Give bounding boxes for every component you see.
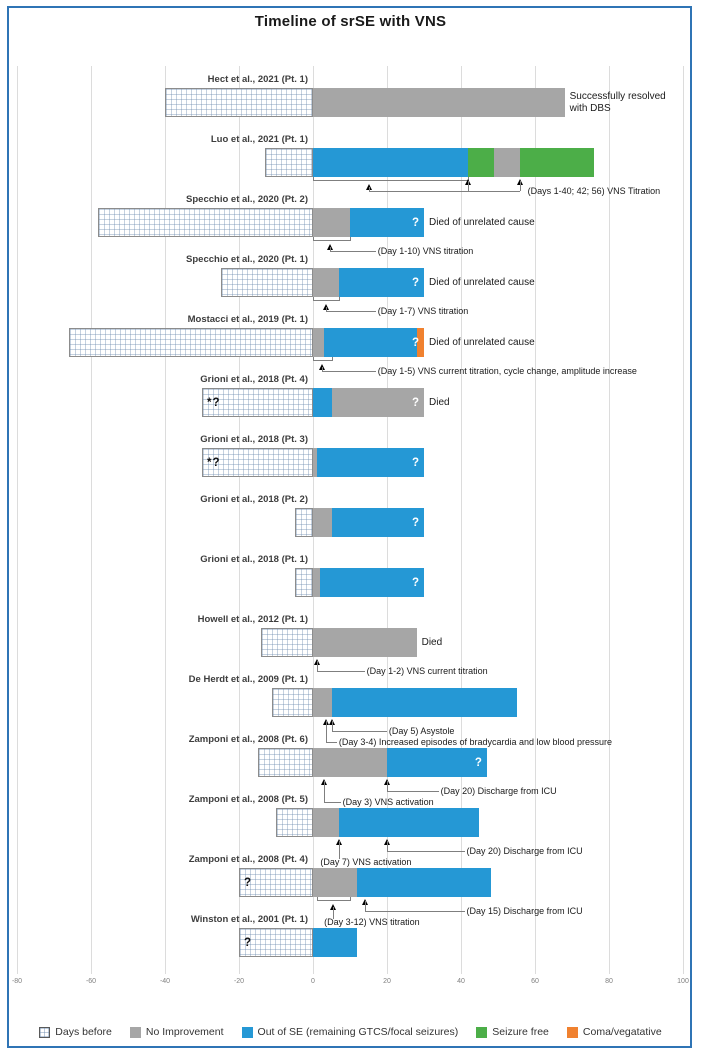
segment-no_improvement <box>313 808 339 837</box>
annotation-bracket-line <box>313 300 339 301</box>
segment-no_improvement <box>313 508 332 537</box>
gridline <box>535 66 536 974</box>
x-tick-label: -20 <box>233 978 245 985</box>
legend-item-coma_vegatative <box>567 1026 662 1038</box>
bar-end-text: Died <box>429 396 450 408</box>
annotation-leader-line <box>387 791 439 792</box>
segment-out_of_se <box>313 928 357 957</box>
segment-no_improvement <box>313 208 350 237</box>
row-label: Zamponi et al., 2008 (Pt. 4) <box>188 854 308 865</box>
legend <box>0 1026 701 1038</box>
row-label: De Herdt et al., 2009 (Pt. 1) <box>188 674 308 685</box>
annotation-bracket-tick <box>313 177 314 181</box>
segment-out_of_se <box>317 448 424 477</box>
x-tick-label: 100 <box>677 978 689 985</box>
annotation-leader-line <box>324 802 341 803</box>
legend-label: Days before <box>55 1026 112 1038</box>
annotation-stem-line <box>324 781 325 802</box>
annotation-text: (Day 7) VNS activation <box>320 857 412 867</box>
segment-no_improvement <box>313 328 324 357</box>
bar-end-text: Died of unrelated cause <box>429 276 535 288</box>
row-label: Zamponi et al., 2008 (Pt. 5) <box>188 794 308 805</box>
segment-out_of_se <box>332 688 517 717</box>
legend-item-days_before <box>39 1026 112 1038</box>
legend-swatch-coma_vegatative <box>567 1027 578 1038</box>
segment-out_of_se <box>320 568 424 597</box>
segment-no_improvement <box>313 688 332 717</box>
annotation-stem-line <box>332 721 333 731</box>
segment-seizure_free <box>468 148 494 177</box>
segment-out_of_se <box>313 148 468 177</box>
legend-item-no_improvement <box>130 1026 224 1038</box>
segment-days_before <box>202 388 313 417</box>
x-tick-label: 80 <box>605 978 613 985</box>
annotation-text: (Day 20) Discharge from ICU <box>440 786 557 796</box>
x-tick-label: -60 <box>85 978 97 985</box>
annotation-stem-line <box>468 181 469 191</box>
annotation-text: (Day 1-5) VNS current titration, cycle change, amplitude increase <box>377 366 637 376</box>
annotation-bracket-line <box>313 360 332 361</box>
legend-label: Seizure free <box>492 1026 549 1038</box>
segment-no_improvement <box>313 568 320 597</box>
chart-title: Timeline of srSE with VNS <box>254 13 447 30</box>
annotation-bracket-line <box>313 180 468 181</box>
uncertainty-mark: ? <box>411 576 419 589</box>
legend-item-out_of_se <box>242 1026 459 1038</box>
x-tick-label: 0 <box>311 978 315 985</box>
segment-days_before <box>239 928 313 957</box>
annotation-leader-line <box>369 191 521 192</box>
segment-out_of_se <box>313 388 332 417</box>
segment-days_before <box>258 748 314 777</box>
annotation-leader-line <box>317 671 365 672</box>
uncertainty-mark: ? <box>244 876 253 889</box>
legend-swatch-days_before <box>39 1027 50 1038</box>
annotation-text: (Day 1-2) VNS current titration <box>366 666 488 676</box>
annotation-stem-line <box>520 181 521 191</box>
uncertainty-mark: ? <box>411 276 419 289</box>
x-tick-label: -40 <box>159 978 171 985</box>
annotation-leader-line <box>322 371 376 372</box>
segment-out_of_se <box>339 268 424 297</box>
uncertainty-mark: *? <box>207 396 221 409</box>
segment-no_improvement <box>494 148 520 177</box>
x-tick-label: 40 <box>457 978 465 985</box>
segment-days_before <box>202 448 313 477</box>
bar-end-text: Died <box>421 636 443 648</box>
row-label: Grioni et al., 2018 (Pt. 2) <box>200 494 308 505</box>
annotation-bracket-tick <box>350 897 351 901</box>
annotation-stem-line <box>387 841 388 851</box>
segment-out_of_se <box>339 808 480 837</box>
x-tick-label: 60 <box>531 978 539 985</box>
annotation-bracket-tick <box>317 897 318 901</box>
segment-no_improvement <box>313 88 565 117</box>
row-label: Zamponi et al., 2008 (Pt. 6) <box>188 734 308 745</box>
annotation-text: (Days 1-40; 42; 56) VNS Titration <box>527 186 661 196</box>
segment-out_of_se <box>387 748 487 777</box>
row-label: Specchio et al., 2020 (Pt. 1) <box>186 254 308 265</box>
legend-swatch-seizure_free <box>476 1027 487 1038</box>
segment-days_before <box>221 268 314 297</box>
annotation-leader-line <box>365 911 465 912</box>
bar-end-text: Died of unrelated cause <box>429 216 535 228</box>
annotation-bracket-tick <box>332 357 333 361</box>
segment-out_of_se <box>357 868 490 897</box>
uncertainty-mark: ? <box>411 456 419 469</box>
annotation-text: (Day 3-4) Increased episodes of bradycardia and low blood pressure <box>338 737 613 747</box>
row-label: Grioni et al., 2018 (Pt. 4) <box>200 374 308 385</box>
x-tick-label: 20 <box>383 978 391 985</box>
segment-no_improvement <box>313 268 339 297</box>
annotation-text: (Day 20) Discharge from ICU <box>466 846 583 856</box>
segment-no_improvement <box>313 628 417 657</box>
segment-no_improvement <box>313 868 357 897</box>
annotation-stem-line <box>387 781 388 791</box>
uncertainty-mark: ? <box>411 516 419 529</box>
segment-out_of_se <box>324 328 417 357</box>
segment-days_before <box>165 88 313 117</box>
segment-seizure_free <box>520 148 594 177</box>
annotation-stem-line <box>317 661 318 671</box>
legend-swatch-no_improvement <box>130 1027 141 1038</box>
segment-days_before <box>265 148 313 177</box>
segment-days_before <box>98 208 313 237</box>
row-label: Grioni et al., 2018 (Pt. 1) <box>200 554 308 565</box>
x-tick-label: -80 <box>11 978 23 985</box>
annotation-bracket-tick <box>313 297 314 301</box>
annotation-text: (Day 5) Asystole <box>388 726 455 736</box>
segment-no_improvement <box>313 748 387 777</box>
segment-out_of_se <box>332 508 425 537</box>
annotation-text: (Day 15) Discharge from ICU <box>466 906 583 916</box>
segment-days_before <box>295 568 314 597</box>
annotation-leader-line <box>387 851 465 852</box>
row-label: Mostacci et al., 2019 (Pt. 1) <box>187 314 308 325</box>
segment-out_of_se <box>350 208 424 237</box>
segment-no_improvement <box>332 388 425 417</box>
legend-label: No Improvement <box>145 1026 224 1038</box>
gridline <box>609 66 610 974</box>
legend-swatch-out_of_se <box>242 1027 253 1038</box>
legend-label: Out of SE (remaining GTCS/focal seizures) <box>257 1026 459 1038</box>
annotation-leader-line <box>326 742 337 743</box>
uncertainty-mark: ? <box>411 396 419 409</box>
gridline <box>461 66 462 974</box>
annotation-leader-line <box>330 251 376 252</box>
gridline <box>683 66 684 974</box>
annotation-stem-line <box>339 841 340 859</box>
row-label: Winston et al., 2001 (Pt. 1) <box>190 914 308 925</box>
legend-label: Coma/vegatative <box>582 1026 662 1038</box>
row-label: Specchio et al., 2020 (Pt. 2) <box>186 194 308 205</box>
segment-days_before <box>272 688 313 717</box>
annotation-leader-line <box>332 731 388 732</box>
annotation-text: (Day 3) VNS activation <box>342 797 434 807</box>
segment-days_before <box>295 508 314 537</box>
annotation-stem-line <box>365 901 366 911</box>
row-label: Howell et al., 2012 (Pt. 1) <box>197 614 308 625</box>
segment-days_before <box>239 868 313 897</box>
annotation-bracket-tick <box>313 357 314 361</box>
legend-item-seizure_free <box>476 1026 549 1038</box>
annotation-bracket-line <box>317 900 350 901</box>
uncertainty-mark: ? <box>411 336 419 349</box>
bar-end-text: Died of unrelated cause <box>429 336 535 348</box>
segment-days_before <box>69 328 313 357</box>
annotation-text: (Day 3-12) VNS titration <box>324 917 420 927</box>
row-label: Grioni et al., 2018 (Pt. 3) <box>200 434 308 445</box>
uncertainty-mark: ? <box>411 216 419 229</box>
annotation-text: (Day 1-7) VNS titration <box>377 306 469 316</box>
uncertainty-mark: *? <box>207 456 221 469</box>
annotation-bracket-line <box>313 240 350 241</box>
annotation-text: (Day 1-10) VNS titration <box>377 246 474 256</box>
segment-coma_vegatative <box>411 328 424 357</box>
uncertainty-mark: ? <box>244 936 253 949</box>
annotation-leader-line <box>326 311 376 312</box>
row-label: Luo et al., 2021 (Pt. 1) <box>210 134 308 145</box>
segment-days_before <box>276 808 313 837</box>
annotation-bracket-tick <box>350 237 351 241</box>
row-label: Hect et al., 2021 (Pt. 1) <box>207 74 308 85</box>
annotation-bracket-tick <box>313 237 314 241</box>
bar-end-text: Successfully resolved with DBS <box>569 90 666 114</box>
annotation-stem-line <box>326 721 327 742</box>
uncertainty-mark: ? <box>474 756 482 769</box>
segment-days_before <box>261 628 313 657</box>
annotation-bracket-tick <box>339 297 340 301</box>
